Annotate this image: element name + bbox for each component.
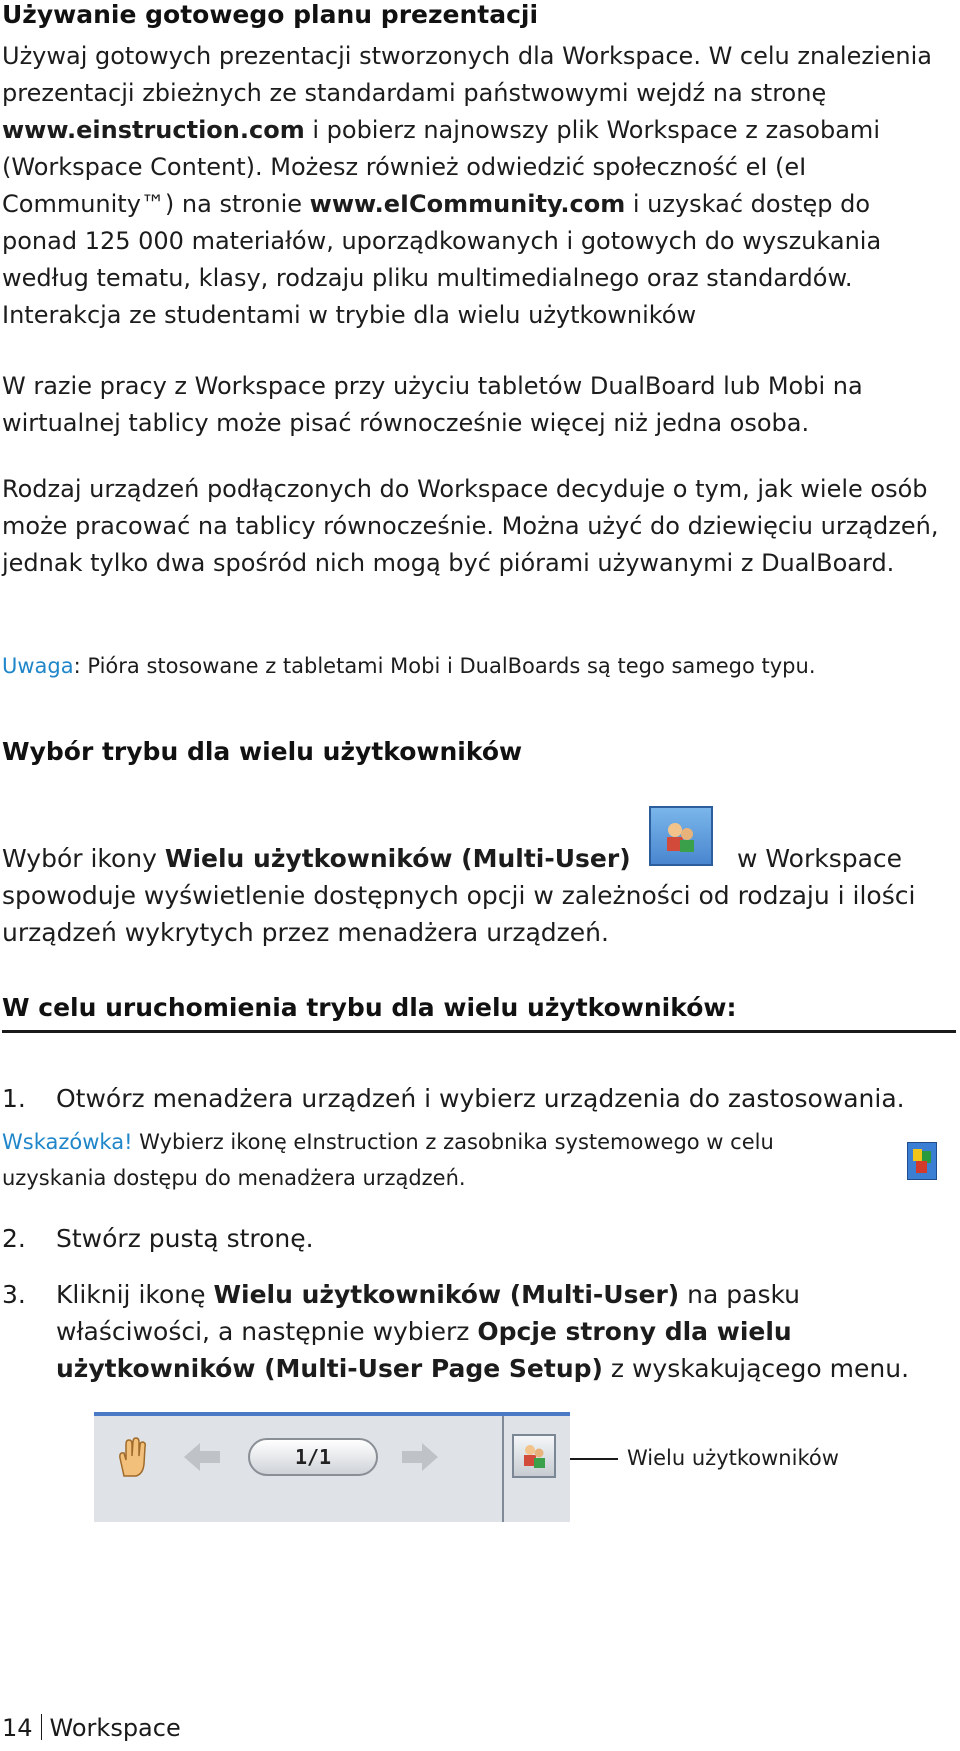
multi-user-icon[interactable] (649, 806, 713, 866)
tip-label: Wskazówka! (2, 1130, 133, 1154)
toolbar-divider (502, 1416, 504, 1522)
heading-start-multiuser: W celu uruchomienia trybu dla wielu użytkowników: (2, 993, 737, 1022)
step-number: 1. (2, 1084, 26, 1113)
callout-line (570, 1458, 618, 1460)
paragraph-select-rest: spowoduje wyświetlenie dostępnych opcji w zależności od rodzaju i ilości urządzeń wykrytych przez menadżera urządzeń. (2, 881, 916, 947)
link-eicommunity[interactable]: www.eICommunity.com (309, 190, 626, 218)
multi-user-icon (514, 1436, 554, 1476)
page-number: 14 (2, 1714, 33, 1742)
footer-separator (41, 1714, 42, 1740)
einstruction-tray-icon[interactable] (907, 1142, 937, 1180)
step-2-text: Stwórz pustą stronę. (56, 1224, 314, 1253)
step-number: 2. (2, 1224, 26, 1253)
arrow-left-icon[interactable] (182, 1440, 222, 1474)
paragraph-device-types: Rodzaj urządzeń podłączonych do Workspace decyduje o tym, jak wiele osób może pracować na tablicy równocześnie. Można użyć do dziewięciu urządzeń, jednak tylko dwa spośród nich mogą być piórami używanymi z DualBoard. (2, 475, 939, 577)
multi-user-button[interactable] (512, 1434, 556, 1478)
paragraph-ready-presentation: Używaj gotowych prezentacji stworzonych dla Workspace. W celu znalezienia prezentacji zbieżnych ze standardami państwowymi wejdź na stronę www.einstruction.com i pobierz najnowszy plik Workspace z zasobami (Workspace Content). Możesz również odwiedzić społeczność eI (eI Community™) na stronie www.eICommunity.com i uzyskać dostęp do ponad 125 000 materiałów, uporządkowanych i gotowych do wyszukania według tematu, klasy, rodzaju pliku multimedialnego oraz standardów. Interakcja ze studentami w trybie dla wielu użytkowników (2, 42, 932, 329)
step-1-text: Otwórz menadżera urządzeń i wybierz urządzenia do zastosowania. (56, 1084, 905, 1113)
step-3-text: Kliknij ikonę Wielu użytkowników (Multi-User) na pasku właściwości, a następnie wybierz Opcje strony dla wielu użytkowników (Multi-User Page Setup) z wyskakującego menu. (56, 1280, 910, 1383)
heading-select-multiuser: Wybór trybu dla wielu użytkowników (2, 737, 523, 766)
footer (2, 1714, 181, 1742)
heading-ready-presentation: Używanie gotowego planu prezentacji (2, 0, 539, 29)
footer-title: Workspace (49, 1714, 181, 1742)
note: Uwaga: Pióra stosowane z tabletami Mobi i DualBoards są tego samego typu. (2, 654, 816, 678)
paragraph-select-line1-end: w Workspace (737, 844, 903, 873)
tip: Wskazówka! Wybierz ikonę eInstruction z zasobnika systemowego w celu uzyskania dostępu do menadżera urządzeń. (2, 1130, 774, 1190)
callout-label: Wielu użytkowników (627, 1446, 839, 1470)
link-einstruction[interactable]: www.einstruction.com (2, 116, 305, 144)
property-toolbar (94, 1412, 570, 1522)
page-counter: 1/1 (248, 1438, 378, 1476)
paragraph-select-line1: Wybór ikony Wielu użytkowników (Multi-User) (2, 844, 631, 873)
heading-underline (2, 1030, 956, 1033)
note-label: Uwaga (2, 654, 74, 678)
hand-icon[interactable] (114, 1436, 150, 1478)
subheading-interaction: Interakcja ze studentami w trybie dla wielu użytkowników (2, 301, 697, 329)
step-number: 3. (2, 1280, 26, 1309)
paragraph-dualboard: W razie pracy z Workspace przy użyciu tabletów DualBoard lub Mobi na wirtualnej tablicy może pisać równocześnie więcej niż jedna osoba. (2, 372, 863, 437)
arrow-right-icon[interactable] (400, 1440, 440, 1474)
